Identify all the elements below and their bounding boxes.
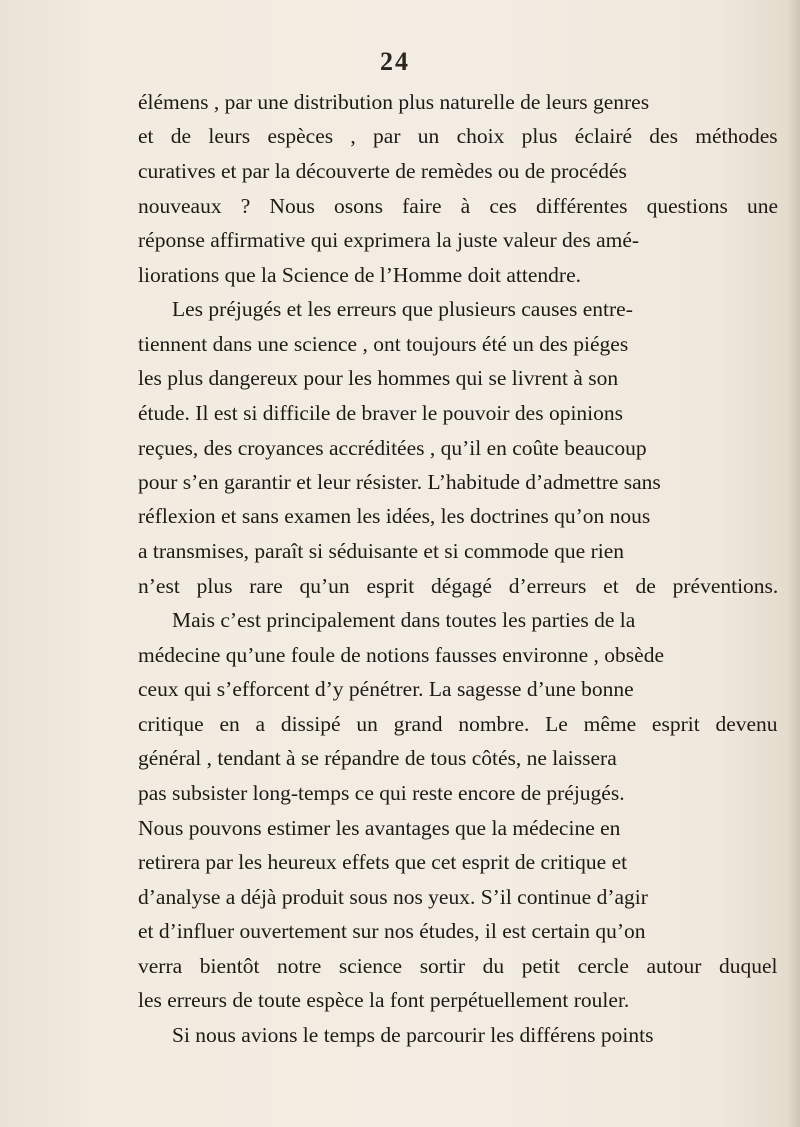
text-line: Si nous avions le temps de parcourir les différens points [172,1023,654,1047]
text-line: d’analyse a déjà produit sous nos yeux. S’il continue d’agir [138,885,648,909]
text-line: élémens , par une distribution plus naturelle de leurs genres [138,90,650,114]
text-line: a transmises, paraît si séduisante et si commode que rien [138,539,625,563]
page-edge-shadow [788,0,800,1127]
text-line: nouveaux ? Nous osons faire à ces différentes questions une [138,194,779,218]
text-line: verra bientôt notre science sortir du petit cercle autour duquel [138,954,778,978]
text-line: et d’influer ouvertement sur nos études, il est certain qu’on [138,919,646,943]
text-line: liorations que la Science de l’Homme doit attendre. [138,263,581,287]
text-line: les erreurs de toute espèce la font perpétuellement rouler. [138,988,630,1012]
text-line: Mais c’est principalement dans toutes les parties de la [172,608,636,632]
text-line: Nous pouvons estimer les avantages que la médecine en [138,816,621,840]
text-line: reçues, des croyances accréditées , qu’il en coûte beaucoup [138,436,647,460]
text-line: général , tendant à se répandre de tous côtés, ne laissera [138,746,617,770]
page-number: 24 [380,47,410,76]
text-line: étude. Il est si difficile de braver le pouvoir des opinions [138,401,624,425]
text-line: ceux qui s’efforcent d’y pénétrer. La sagesse d’une bonne [138,677,634,701]
text-line: réflexion et sans examen les idées, les doctrines qu’on nous [138,504,651,528]
text-line: tiennent dans une science , ont toujours été un des piéges [138,332,629,356]
text-line: et de leurs espèces , par un choix plus éclairé des méthodes [138,124,778,148]
text-line: critique en a dissipé un grand nombre. Le même esprit devenu [138,712,778,736]
text-line: n’est plus rare qu’un esprit dégagé d’erreurs et de préventions. [138,574,779,598]
text-line: pour s’en garantir et leur résister. L’habitude d’admettre sans [138,470,661,494]
text-line: réponse affirmative qui exprimera la juste valeur des amé- [138,228,640,252]
text-line: retirera par les heureux effets que cet esprit de critique et [138,850,628,874]
text-line: Les préjugés et les erreurs que plusieurs causes entre- [172,297,633,321]
text-line: les plus dangereux pour les hommes qui se livrent à son [138,366,619,390]
text-line: pas subsister long-temps ce qui reste encore de préjugés. [138,781,625,805]
text-line: médecine qu’une foule de notions fausses environne , obsède [138,643,664,667]
text-line: curatives et par la découverte de remèdes ou de procédés [138,159,627,183]
